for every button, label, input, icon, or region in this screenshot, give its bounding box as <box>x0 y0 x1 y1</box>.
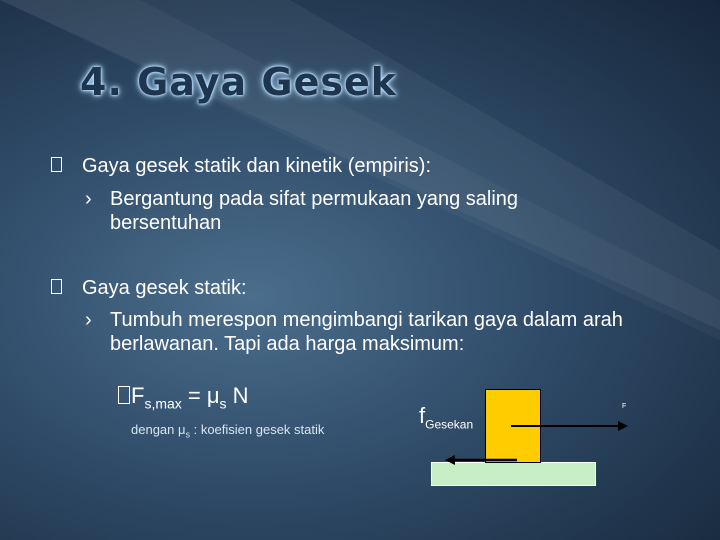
ground-surface <box>431 462 596 486</box>
formula-f: F <box>131 383 145 408</box>
sub-bullet-text: Bergantung pada sifat permukaan yang saling bersentuhan <box>110 188 519 234</box>
bullet-square-icon <box>51 157 62 172</box>
note-subscript: s <box>185 429 190 440</box>
chevron-right-icon: › <box>85 309 92 331</box>
slide-title: 4. Gaya Gesek <box>80 60 398 104</box>
bullet-text: Gaya gesek statik dan kinetik (empiris): <box>82 155 432 177</box>
formula-mu-subscript: s <box>219 395 227 412</box>
static-friction-formula <box>118 383 249 411</box>
formula-rhs: N <box>226 383 249 408</box>
bullet-text: Gaya gesek statik: <box>82 277 247 299</box>
formula-equals-mu: = μ <box>181 383 220 408</box>
friction-f: f <box>419 403 426 428</box>
sliding-block <box>485 389 541 463</box>
friction-force-label <box>419 403 473 431</box>
sub-bullet-item <box>85 308 630 356</box>
applied-force-label: F <box>622 403 627 410</box>
chevron-right-icon: › <box>85 188 92 210</box>
note-prefix: dengan μ <box>131 422 186 437</box>
bullet-square-icon <box>51 279 62 294</box>
note-suffix: : koefisien gesek statik <box>189 422 325 437</box>
missing-glyph-icon <box>118 386 130 404</box>
bullet-item <box>82 154 431 178</box>
sub-bullet-text: Tumbuh merespon mengimbangi tarikan gaya dalam arah berlawanan. Tapi ada harga maksimum: <box>110 309 623 355</box>
bullet-item <box>82 276 247 300</box>
sub-bullet-item <box>85 187 610 235</box>
friction-subscript: Gesekan <box>425 417 474 432</box>
formula-f-subscript: s,max <box>144 395 182 412</box>
formula-note <box>131 422 324 440</box>
